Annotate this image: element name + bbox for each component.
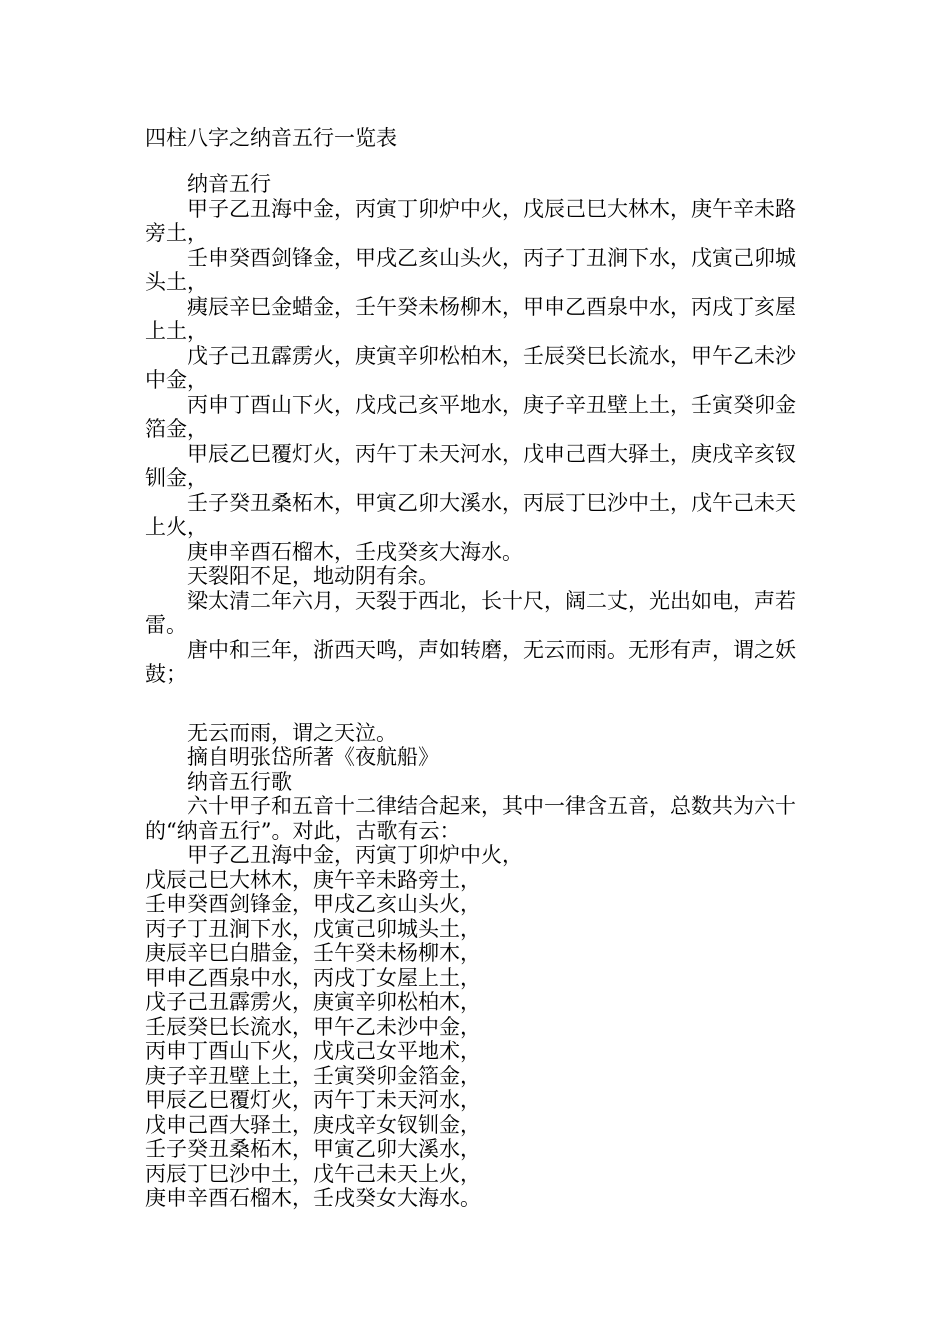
- paragraph: 天裂阳不足，地动阴有余。: [187, 564, 439, 588]
- paragraph: 甲子乙丑海中金，丙寅丁卯炉中火，: [187, 843, 523, 867]
- paragraph: 六十甲子和五音十二律结合起来，其中一律含五音，总数共为六十的“纳音五行”。对此，古歌有云：: [145, 794, 796, 843]
- song-line: 戊子己丑霹雳火，庚寅辛卯松柏木，: [145, 990, 481, 1014]
- paragraph: 壬申癸酉剑锋金，甲戌乙亥山头火，丙子丁丑涧下水，戊寅己卯城头土，: [145, 245, 796, 294]
- paragraph: 丙申丁酉山下火，戊戌己亥平地水，庚子辛丑壁上土，壬寅癸卯金箔金，: [145, 392, 796, 441]
- song-line: 戊申己酉大驿土，庚戌辛女钗钏金，: [145, 1112, 481, 1137]
- song-line: 戊辰己巳大林木，庚午辛未路旁土，: [145, 867, 481, 892]
- paragraph: 纳音五行歌: [187, 769, 292, 794]
- paragraph-gap: [145, 687, 807, 721]
- paragraph: 梁太清二年六月，天裂于西北，长十尺，阔二丈，光出如电，声若雷。: [145, 588, 796, 637]
- paragraph: 唐中和三年，浙西天鸣，声如转磨，无云而雨。无形有声，谓之妖鼓；: [145, 637, 796, 686]
- song-line: 庚辰辛巳白腊金，壬午癸未杨柳木，: [145, 941, 481, 965]
- song-line: 丙辰丁巳沙中土，戊午己未天上火，: [145, 1161, 481, 1186]
- paragraph: 无云而雨，谓之天泣。: [187, 720, 397, 745]
- paragraph: 痍辰辛巳金蜡金，壬午癸未杨柳木，甲申乙酉泉中水，丙戌丁亥屋上土，: [145, 294, 796, 343]
- song-line: 丙申丁酉山下火，戊戌己女平地术，: [145, 1039, 481, 1063]
- song-line: 壬辰癸巳长流水，甲午乙未沙中金，: [145, 1014, 481, 1039]
- song-line: 壬子癸丑桑柘木，甲寅乙卯大溪水，: [145, 1137, 481, 1161]
- document-body: [145, 172, 807, 1211]
- song-line: 庚申辛酉石榴木，壬戌癸女大海水。: [145, 1186, 481, 1210]
- paragraph: 甲子乙丑海中金，丙寅丁卯炉中火，戊辰己巳大林木，庚午辛未路旁土，: [145, 196, 796, 245]
- song-line: 庚子辛丑壁上土，壬寅癸卯金箔金，: [145, 1063, 481, 1088]
- paragraph: 甲辰乙巳覆灯火，丙午丁未天河水，戊申己酉大驿土，庚戌辛亥钗钏金，: [145, 441, 796, 490]
- song-line: 甲辰乙巳覆灯火，丙午丁未天河水，: [145, 1088, 481, 1112]
- song-line: 壬申癸酉剑锋金，甲戌乙亥山头火，: [145, 892, 481, 916]
- paragraph: 庚申辛酉石榴木，壬戌癸亥大海水。: [187, 539, 523, 564]
- song-line: 丙子丁丑涧下水，戊寅己卯城头土，: [145, 916, 481, 941]
- paragraph: 纳音五行: [187, 172, 271, 196]
- paragraph: 戊子己丑霹雳火，庚寅辛卯松柏木，壬辰癸巳长流水，甲午乙未沙中金，: [145, 343, 796, 392]
- page-title: 四柱八字之纳音五行一览表: [145, 126, 397, 150]
- paragraph: 壬子癸丑桑柘木，甲寅乙卯大溪水，丙辰丁巳沙中土，戊午己未天上火，: [145, 490, 796, 539]
- song-line: 甲申乙酉泉中水，丙戌丁女屋上土，: [145, 965, 481, 990]
- paragraph: 摘自明张岱所著《夜航船》: [187, 745, 439, 769]
